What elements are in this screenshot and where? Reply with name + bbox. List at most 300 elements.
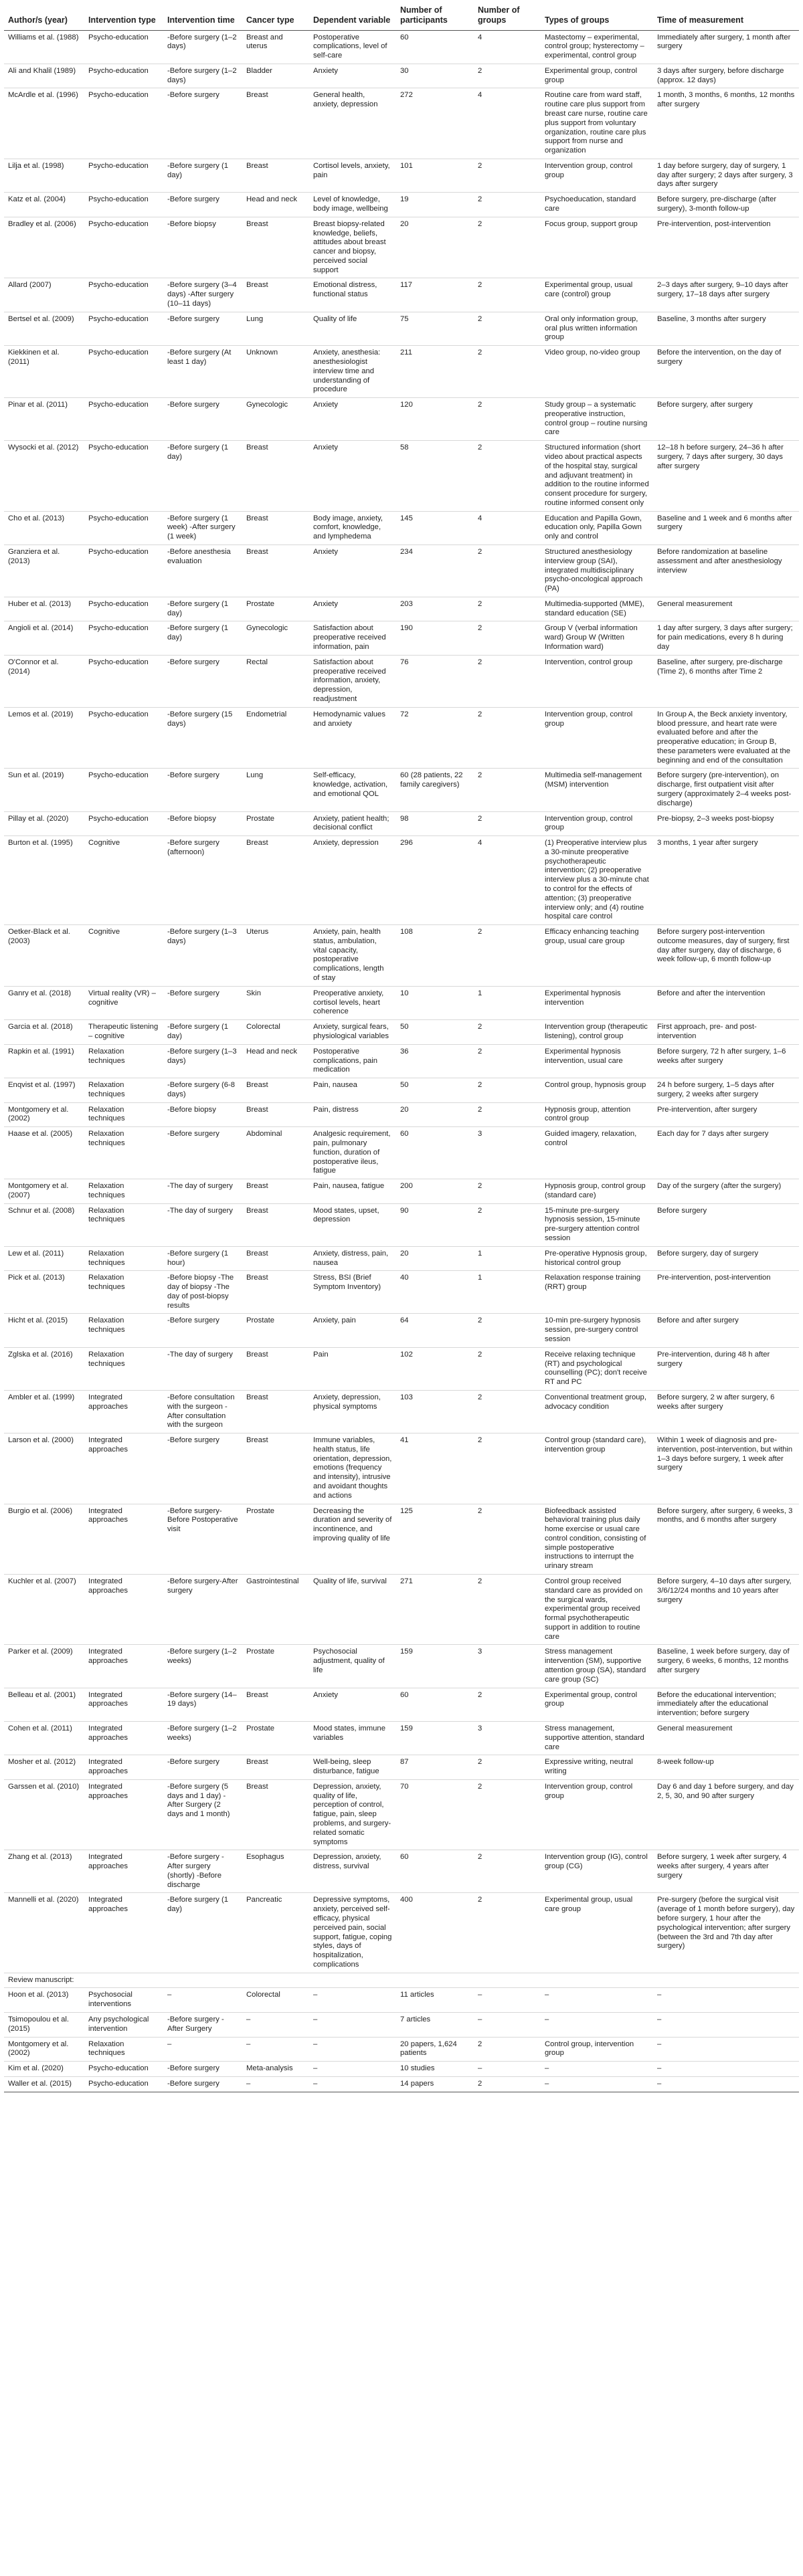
table-cell: 11 articles bbox=[396, 1988, 474, 2013]
table-cell: Gynecologic bbox=[242, 398, 309, 441]
table-cell: – bbox=[653, 1988, 799, 2013]
table-cell: -Before surgery (15 days) bbox=[163, 707, 242, 769]
table-cell: Breast biopsy-related knowledge, beliefs, attitudes about breast cancer and biopsy, perceived social support bbox=[309, 217, 396, 278]
table-cell: Mood states, upset, depression bbox=[309, 1203, 396, 1246]
table-cell: 2 bbox=[474, 769, 541, 811]
table-cell: Anxiety, patient health; decisional conflict bbox=[309, 811, 396, 836]
table-cell: -Before surgery bbox=[163, 398, 242, 441]
table-cell: Anxiety, pain bbox=[309, 1314, 396, 1347]
table-cell: Postoperative complications, level of self-care bbox=[309, 30, 396, 64]
table-row bbox=[4, 1688, 799, 1721]
table-cell: – bbox=[242, 2013, 309, 2038]
table-cell: 1 month, 3 months, 6 months, 12 months after surgery bbox=[653, 88, 799, 159]
table-cell: Williams et al. (1988) bbox=[4, 30, 84, 64]
table-body bbox=[4, 30, 799, 2092]
table-cell: Biofeedback assisted behavioral training plus daily home exercise or usual care control condition, consisting of simple postoperative instructions to interrupt the urinary stream bbox=[541, 1504, 653, 1574]
table-row bbox=[4, 441, 799, 511]
table-cell: Guided imagery, relaxation, control bbox=[541, 1127, 653, 1179]
table-cell: -Before surgery (1–2 weeks) bbox=[163, 1721, 242, 1755]
table-cell: 200 bbox=[396, 1179, 474, 1204]
table-cell: Ambler et al. (1999) bbox=[4, 1390, 84, 1433]
table-cell: Postoperative complications, pain medication bbox=[309, 1044, 396, 1078]
table-cell: 50 bbox=[396, 1078, 474, 1103]
table-cell: Kiekkinen et al. (2011) bbox=[4, 346, 84, 398]
table-cell: Study group – a systematic preoperative instruction, control group – routine nursing care bbox=[541, 398, 653, 441]
table-cell: 2 bbox=[474, 159, 541, 192]
table-cell: Relaxation techniques bbox=[84, 1347, 163, 1390]
table-cell: 2 bbox=[474, 707, 541, 769]
table-cell: 1 bbox=[474, 1271, 541, 1314]
table-cell: Burton et al. (1995) bbox=[4, 836, 84, 925]
table-cell: 2 bbox=[474, 1078, 541, 1103]
table-row bbox=[4, 1721, 799, 1755]
table-cell: Psycho-education bbox=[84, 278, 163, 312]
column-header: Types of groups bbox=[541, 3, 653, 30]
table-row bbox=[4, 312, 799, 345]
table-cell: 10 bbox=[396, 986, 474, 1019]
table-cell: Experimental group, usual care (control) group bbox=[541, 278, 653, 312]
table-cell: Pre-intervention, during 48 h after surgery bbox=[653, 1347, 799, 1390]
table-cell: 1 bbox=[474, 1246, 541, 1271]
table-cell: (1) Preoperative interview plus a 30-minute preoperative psychotherapeutic intervention; (2) preoperative interview plus a 30-minute chat to control for the effects of attention; (3) preoperative interview only; and (4) routine hospital care control bbox=[541, 836, 653, 925]
table-cell: Pre-intervention, post-intervention bbox=[653, 1271, 799, 1314]
table-cell: Granziera et al. (2013) bbox=[4, 545, 84, 597]
table-row bbox=[4, 769, 799, 811]
table-cell: Anxiety, surgical fears, physiological variables bbox=[309, 1020, 396, 1045]
table-cell: Well-being, sleep disturbance, fatigue bbox=[309, 1755, 396, 1780]
table-cell: Body image, anxiety, comfort, knowledge, and lymphedema bbox=[309, 511, 396, 544]
table-cell: -Before surgery bbox=[163, 655, 242, 707]
table-cell: Skin bbox=[242, 986, 309, 1019]
table-cell: Mannelli et al. (2020) bbox=[4, 1893, 84, 1973]
table-cell: -Before surgery (afternoon) bbox=[163, 836, 242, 925]
table-cell: -Before surgery bbox=[163, 88, 242, 159]
studies-table-container bbox=[4, 3, 799, 2573]
table-cell: – bbox=[541, 2076, 653, 2092]
table-cell: General health, anxiety, depression bbox=[309, 88, 396, 159]
table-cell: Anxiety bbox=[309, 398, 396, 441]
table-cell: – bbox=[474, 1988, 541, 2013]
table-cell: 2 bbox=[474, 545, 541, 597]
table-cell: Psycho-education bbox=[84, 88, 163, 159]
table-cell: 271 bbox=[396, 1575, 474, 1645]
table-cell: Before surgery, 1 week after surgery, 4 weeks after surgery, 4 years after surgery bbox=[653, 1850, 799, 1893]
table-cell: -Before surgery bbox=[163, 1755, 242, 1780]
column-header: Time of measurement bbox=[653, 3, 799, 30]
table-cell: 75 bbox=[396, 312, 474, 345]
table-cell: – bbox=[163, 1988, 242, 2013]
table-cell: 2 bbox=[474, 1893, 541, 1973]
table-cell: Garssen et al. (2010) bbox=[4, 1779, 84, 1850]
table-cell: Stress management, supportive attention, standard care bbox=[541, 1721, 653, 1755]
table-cell: 296 bbox=[396, 836, 474, 925]
table-row bbox=[4, 1347, 799, 1390]
table-cell: Colorectal bbox=[242, 1020, 309, 1045]
table-cell: Psycho-education bbox=[84, 30, 163, 64]
table-cell: Quality of life, survival bbox=[309, 1575, 396, 1645]
table-cell: Integrated approaches bbox=[84, 1504, 163, 1574]
table-cell: Breast and uterus bbox=[242, 30, 309, 64]
table-cell: Uterus bbox=[242, 925, 309, 987]
table-cell: 159 bbox=[396, 1721, 474, 1755]
table-cell: – bbox=[653, 2013, 799, 2038]
table-cell: Breast bbox=[242, 88, 309, 159]
table-cell: Control group, hypnosis group bbox=[541, 1078, 653, 1103]
table-cell: Bertsel et al. (2009) bbox=[4, 312, 84, 345]
table-cell: Before randomization at baseline assessment and after anesthesiology interview bbox=[653, 545, 799, 597]
table-cell: 2 bbox=[474, 655, 541, 707]
table-cell: 3 bbox=[474, 1645, 541, 1688]
table-cell: 70 bbox=[396, 1779, 474, 1850]
table-cell: 40 bbox=[396, 1271, 474, 1314]
table-cell: Pre-intervention, post-intervention bbox=[653, 217, 799, 278]
table-cell: – bbox=[653, 2076, 799, 2092]
table-cell: Relaxation techniques bbox=[84, 1127, 163, 1179]
table-cell: Prostate bbox=[242, 1721, 309, 1755]
table-cell: Satisfaction about preoperative received information, anxiety, depression, readjustment bbox=[309, 655, 396, 707]
table-cell: Intervention group, control group bbox=[541, 811, 653, 836]
table-cell: Breast bbox=[242, 1390, 309, 1433]
table-cell: 20 papers, 1,624 patients bbox=[396, 2037, 474, 2062]
table-cell: – bbox=[309, 2013, 396, 2038]
table-cell: Quality of life bbox=[309, 312, 396, 345]
table-cell: -Before surgery (1 day) bbox=[163, 1020, 242, 1045]
table-cell: Psycho-education bbox=[84, 2062, 163, 2077]
table-cell: Lilja et al. (1998) bbox=[4, 159, 84, 192]
table-cell: Lemos et al. (2019) bbox=[4, 707, 84, 769]
table-cell: – bbox=[309, 1988, 396, 2013]
table-cell: Gastrointestinal bbox=[242, 1575, 309, 1645]
table-cell: Anxiety bbox=[309, 64, 396, 88]
table-cell: 125 bbox=[396, 1504, 474, 1574]
table-row bbox=[4, 925, 799, 987]
table-cell: 2 bbox=[474, 1779, 541, 1850]
table-row bbox=[4, 1988, 799, 2013]
table-row bbox=[4, 217, 799, 278]
table-cell: McArdle et al. (1996) bbox=[4, 88, 84, 159]
table-cell: Angioli et al. (2014) bbox=[4, 621, 84, 655]
table-cell: 234 bbox=[396, 545, 474, 597]
table-cell: Unknown bbox=[242, 346, 309, 398]
table-cell: Head and neck bbox=[242, 193, 309, 217]
table-cell: Integrated approaches bbox=[84, 1575, 163, 1645]
table-cell: Control group (standard care), intervention group bbox=[541, 1433, 653, 1504]
table-cell: 60 bbox=[396, 1127, 474, 1179]
table-cell: -Before surgery (1 day) bbox=[163, 621, 242, 655]
table-cell: Intervention group (IG), control group (CG) bbox=[541, 1850, 653, 1893]
table-cell: Lew et al. (2011) bbox=[4, 1246, 84, 1271]
table-cell: Before surgery, 4–10 days after surgery, 3/6/12/24 months and 10 years after surgery bbox=[653, 1575, 799, 1645]
table-cell: 50 bbox=[396, 1020, 474, 1045]
table-cell: Prostate bbox=[242, 811, 309, 836]
table-cell: Intervention, control group bbox=[541, 655, 653, 707]
table-cell: Hypnosis group, control group (standard care) bbox=[541, 1179, 653, 1204]
table-cell: Depression, anxiety, quality of life, perception of control, fatigue, pain, sleep problems, and surgery-related somatic symptoms bbox=[309, 1779, 396, 1850]
table-cell: Before surgery, day of surgery bbox=[653, 1246, 799, 1271]
table-cell: Hoon et al. (2013) bbox=[4, 1988, 84, 2013]
table-cell: 72 bbox=[396, 707, 474, 769]
table-cell: Experimental hypnosis intervention, usual care bbox=[541, 1044, 653, 1078]
table-cell: Breast bbox=[242, 1246, 309, 1271]
table-cell: – bbox=[541, 2013, 653, 2038]
table-cell: Hypnosis group, attention control group bbox=[541, 1102, 653, 1127]
table-cell: Prostate bbox=[242, 597, 309, 621]
table-cell: 15-minute pre-surgery hypnosis session, 15-minute pre-surgery attention control session bbox=[541, 1203, 653, 1246]
table-cell: 103 bbox=[396, 1390, 474, 1433]
table-cell: 3 months, 1 year after surgery bbox=[653, 836, 799, 925]
table-cell: Experimental group, usual care group bbox=[541, 1893, 653, 1973]
table-cell: 2 bbox=[474, 441, 541, 511]
table-row bbox=[4, 2062, 799, 2077]
table-cell: Abdominal bbox=[242, 1127, 309, 1179]
table-cell: 19 bbox=[396, 193, 474, 217]
table-cell: 2 bbox=[474, 1688, 541, 1721]
table-cell: 76 bbox=[396, 655, 474, 707]
table-cell: Anxiety bbox=[309, 441, 396, 511]
table-cell: Psycho-education bbox=[84, 193, 163, 217]
table-cell: 60 bbox=[396, 30, 474, 64]
table-row bbox=[4, 1044, 799, 1078]
table-cell: 2 bbox=[474, 398, 541, 441]
table-cell: Education and Papilla Gown, education only, Papilla Gown only and control bbox=[541, 511, 653, 544]
table-cell: 2 bbox=[474, 811, 541, 836]
table-cell: Integrated approaches bbox=[84, 1779, 163, 1850]
table-cell: 2 bbox=[474, 1755, 541, 1780]
table-cell: Relaxation techniques bbox=[84, 1078, 163, 1103]
table-cell: -Before surgery -After Surgery bbox=[163, 2013, 242, 2038]
table-cell: 2 bbox=[474, 1102, 541, 1127]
table-cell: Rapkin et al. (1991) bbox=[4, 1044, 84, 1078]
table-cell: Control group received standard care as provided on the surgical wards, experimental group received formal psychotherapeutic support in addition to routine care bbox=[541, 1575, 653, 1645]
table-cell: -Before surgery bbox=[163, 1127, 242, 1179]
table-cell: Integrated approaches bbox=[84, 1433, 163, 1504]
table-cell: Breast bbox=[242, 1779, 309, 1850]
table-cell: Psycho-education bbox=[84, 511, 163, 544]
table-cell: -Before surgery (1–2 days) bbox=[163, 64, 242, 88]
table-cell: Preoperative anxiety, cortisol levels, heart coherence bbox=[309, 986, 396, 1019]
table-cell: Conventional treatment group, advocacy condition bbox=[541, 1390, 653, 1433]
table-cell: Day of the surgery (after the surgery) bbox=[653, 1179, 799, 1204]
table-cell: Focus group, support group bbox=[541, 217, 653, 278]
column-header: Intervention type bbox=[84, 3, 163, 30]
table-cell: Colorectal bbox=[242, 1988, 309, 2013]
table-cell: Emotional distress, functional status bbox=[309, 278, 396, 312]
table-row bbox=[4, 30, 799, 64]
table-cell: Breast bbox=[242, 1347, 309, 1390]
table-cell: – bbox=[309, 2037, 396, 2062]
table-cell: Breast bbox=[242, 1433, 309, 1504]
table-cell: Level of knowledge, body image, wellbeing bbox=[309, 193, 396, 217]
table-cell: Integrated approaches bbox=[84, 1893, 163, 1973]
table-cell: -Before surgery bbox=[163, 986, 242, 1019]
column-header: Intervention time bbox=[163, 3, 242, 30]
table-cell: Integrated approaches bbox=[84, 1688, 163, 1721]
table-cell: -Before surgery bbox=[163, 2076, 242, 2092]
table-cell: -Before surgery bbox=[163, 312, 242, 345]
table-cell: Larson et al. (2000) bbox=[4, 1433, 84, 1504]
table-cell: Depressive symptoms, anxiety, perceived self-efficacy, physical perceived pain, social support, fatigue, coping styles, days of hospitalization, complications bbox=[309, 1893, 396, 1973]
table-cell: Ali and Khalil (1989) bbox=[4, 64, 84, 88]
table-cell: Stress, BSI (Brief Symptom Inventory) bbox=[309, 1271, 396, 1314]
table-cell: Before and after surgery bbox=[653, 1314, 799, 1347]
table-cell: 2 bbox=[474, 1850, 541, 1893]
column-header: Number of groups bbox=[474, 3, 541, 30]
table-cell: Relaxation response training (RRT) group bbox=[541, 1271, 653, 1314]
table-cell: 30 bbox=[396, 64, 474, 88]
table-cell: Tsimopoulou et al. (2015) bbox=[4, 2013, 84, 2038]
table-cell: Prostate bbox=[242, 1645, 309, 1688]
table-cell: Multimedia-supported (MME), standard education (SE) bbox=[541, 597, 653, 621]
table-cell: 117 bbox=[396, 278, 474, 312]
table-cell: -Before surgery-After surgery bbox=[163, 1575, 242, 1645]
table-cell: Waller et al. (2015) bbox=[4, 2076, 84, 2092]
table-cell: Satisfaction about preoperative received information, pain bbox=[309, 621, 396, 655]
table-cell: – bbox=[309, 2076, 396, 2092]
table-cell: Control group, intervention group bbox=[541, 2037, 653, 2062]
table-cell: Psycho-education bbox=[84, 346, 163, 398]
table-cell: General measurement bbox=[653, 1721, 799, 1755]
table-cell: 2 bbox=[474, 1575, 541, 1645]
table-cell: O'Connor et al. (2014) bbox=[4, 655, 84, 707]
table-cell: Group V (verbal information ward) Group W (Written Information ward) bbox=[541, 621, 653, 655]
table-cell: Relaxation techniques bbox=[84, 1179, 163, 1204]
table-cell: Psycho-education bbox=[84, 64, 163, 88]
table-cell: Before surgery, after surgery bbox=[653, 398, 799, 441]
table-cell: Virtual reality (VR) – cognitive bbox=[84, 986, 163, 1019]
table-cell: Before surgery post-intervention outcome measures, day of surgery, first day after surgery, day of discharge, 6 week follow-up, 6 month follow-up bbox=[653, 925, 799, 987]
table-cell: -Before biopsy bbox=[163, 217, 242, 278]
table-row bbox=[4, 2037, 799, 2062]
table-cell: Psycho-education bbox=[84, 707, 163, 769]
table-cell: Burgio et al. (2006) bbox=[4, 1504, 84, 1574]
table-cell: 272 bbox=[396, 88, 474, 159]
table-cell: 4 bbox=[474, 511, 541, 544]
table-cell: 2 bbox=[474, 64, 541, 88]
table-cell: -Before surgery (1 day) bbox=[163, 441, 242, 511]
table-cell: Relaxation techniques bbox=[84, 1271, 163, 1314]
table-cell: Psychosocial interventions bbox=[84, 1988, 163, 2013]
table-cell: Parker et al. (2009) bbox=[4, 1645, 84, 1688]
table-cell: 2 bbox=[474, 1504, 541, 1574]
table-cell: 2 bbox=[474, 346, 541, 398]
table-cell: Breast bbox=[242, 1203, 309, 1246]
table-cell: Experimental group, control group bbox=[541, 64, 653, 88]
table-cell: Cohen et al. (2011) bbox=[4, 1721, 84, 1755]
table-cell: Therapeutic listening – cognitive bbox=[84, 1020, 163, 1045]
table-cell: – bbox=[541, 1988, 653, 2013]
table-cell: Day 6 and day 1 before surgery, and day 2, 5, 30, and 90 after surgery bbox=[653, 1779, 799, 1850]
table-row bbox=[4, 1893, 799, 1973]
table-row bbox=[4, 545, 799, 597]
table-row bbox=[4, 1314, 799, 1347]
table-cell: Pain, distress bbox=[309, 1102, 396, 1127]
table-cell: -Before surgery (1–3 days) bbox=[163, 1044, 242, 1078]
table-cell: Before surgery (pre-intervention), on discharge, first outpatient visit after surgery (approximately 2–4 weeks post-discharge) bbox=[653, 769, 799, 811]
table-cell: Psycho-education bbox=[84, 398, 163, 441]
table-cell: -Before surgery (1 day) bbox=[163, 597, 242, 621]
table-cell: Immediately after surgery, 1 month after surgery bbox=[653, 30, 799, 64]
table-cell: Psycho-education bbox=[84, 159, 163, 192]
table-cell: Bladder bbox=[242, 64, 309, 88]
table-cell: -Before anesthesia evaluation bbox=[163, 545, 242, 597]
table-cell: Experimental group, control group bbox=[541, 1688, 653, 1721]
table-row bbox=[4, 621, 799, 655]
table-cell: 190 bbox=[396, 621, 474, 655]
table-cell: 2 bbox=[474, 2037, 541, 2062]
table-cell: Pick et al. (2013) bbox=[4, 1271, 84, 1314]
table-cell: Relaxation techniques bbox=[84, 1102, 163, 1127]
table-cell: Breast bbox=[242, 1179, 309, 1204]
table-cell: 60 (28 patients, 22 family caregivers) bbox=[396, 769, 474, 811]
table-cell: Huber et al. (2013) bbox=[4, 597, 84, 621]
column-header: Cancer type bbox=[242, 3, 309, 30]
table-cell: Multimedia self-management (MSM) intervention bbox=[541, 769, 653, 811]
table-cell: Efficacy enhancing teaching group, usual care group bbox=[541, 925, 653, 987]
table-cell: Expressive writing, neutral writing bbox=[541, 1755, 653, 1780]
table-row bbox=[4, 597, 799, 621]
table-cell: – bbox=[309, 2062, 396, 2077]
table-cell: Intervention group, control group bbox=[541, 707, 653, 769]
table-cell: Immune variables, health status, life orientation, depression, emotions (frequency and intensity), intrusive and avoidant thoughts and actions bbox=[309, 1433, 396, 1504]
table-cell: Gynecologic bbox=[242, 621, 309, 655]
table-cell: 98 bbox=[396, 811, 474, 836]
table-cell: Rectal bbox=[242, 655, 309, 707]
table-cell: Wysocki et al. (2012) bbox=[4, 441, 84, 511]
table-cell: Relaxation techniques bbox=[84, 1246, 163, 1271]
table-cell: Montgomery et al. (2007) bbox=[4, 1179, 84, 1204]
table-cell: Psycho-education bbox=[84, 621, 163, 655]
table-cell: Structured information (short video about practical aspects of the hospital stay, surgical and adjuvant treatment) in addition to the routine informed consent procedure for surgery, routine informed consent only bbox=[541, 441, 653, 511]
table-row bbox=[4, 159, 799, 192]
table-cell: In Group A, the Beck anxiety inventory, blood pressure, and heart rate were evaluated before and after the preoperative education; in Group B, these parameters were evaluated at the beginning and end of the consultation bbox=[653, 707, 799, 769]
table-cell: Oral only information group, oral plus written information group bbox=[541, 312, 653, 345]
table-cell: – bbox=[242, 2037, 309, 2062]
table-cell: Esophagus bbox=[242, 1850, 309, 1893]
table-cell: Hicht et al. (2015) bbox=[4, 1314, 84, 1347]
table-cell: Pain, nausea bbox=[309, 1078, 396, 1103]
table-cell: Montgomery et al. (2002) bbox=[4, 2037, 84, 2062]
table-cell: Receive relaxing technique (RT) and psychological counselling (PC); don't receive RT and PC bbox=[541, 1347, 653, 1390]
table-cell: Integrated approaches bbox=[84, 1850, 163, 1893]
table-cell: Before surgery, after surgery, 6 weeks, 3 months, and 6 months after surgery bbox=[653, 1504, 799, 1574]
table-row bbox=[4, 811, 799, 836]
table-cell: Anxiety, anesthesia: anesthesiologist interview time and understanding of procedure bbox=[309, 346, 396, 398]
table-cell: Lung bbox=[242, 769, 309, 811]
table-cell: Video group, no-video group bbox=[541, 346, 653, 398]
table-cell: Breast bbox=[242, 1688, 309, 1721]
table-cell: Anxiety, pain, health status, ambulation, vital capacity, postoperative complications, length of stay bbox=[309, 925, 396, 987]
table-cell: 2 bbox=[474, 1347, 541, 1390]
table-row bbox=[4, 1755, 799, 1780]
table-cell: Bradley et al. (2006) bbox=[4, 217, 84, 278]
table-row bbox=[4, 64, 799, 88]
table-cell: 1 day after surgery, 3 days after surgery; for pain medications, every 8 h during day bbox=[653, 621, 799, 655]
table-cell: Integrated approaches bbox=[84, 1755, 163, 1780]
table-cell: Mastectomy – experimental, control group; hysterectomy –experimental, control group bbox=[541, 30, 653, 64]
table-cell: 2 bbox=[474, 621, 541, 655]
table-cell: 2 bbox=[474, 925, 541, 987]
table-cell: Psycho-education bbox=[84, 441, 163, 511]
table-cell: 14 papers bbox=[396, 2076, 474, 2092]
table-cell: 145 bbox=[396, 511, 474, 544]
table-cell: Baseline and 1 week and 6 months after surgery bbox=[653, 511, 799, 544]
table-cell: 10-min pre-surgery hypnosis session, pre-surgery control session bbox=[541, 1314, 653, 1347]
table-cell: Mosher et al. (2012) bbox=[4, 1755, 84, 1780]
table-cell: 3 bbox=[474, 1127, 541, 1179]
table-cell: Before surgery, 2 w after surgery, 6 weeks after surgery bbox=[653, 1390, 799, 1433]
table-cell: 64 bbox=[396, 1314, 474, 1347]
table-row bbox=[4, 1645, 799, 1688]
